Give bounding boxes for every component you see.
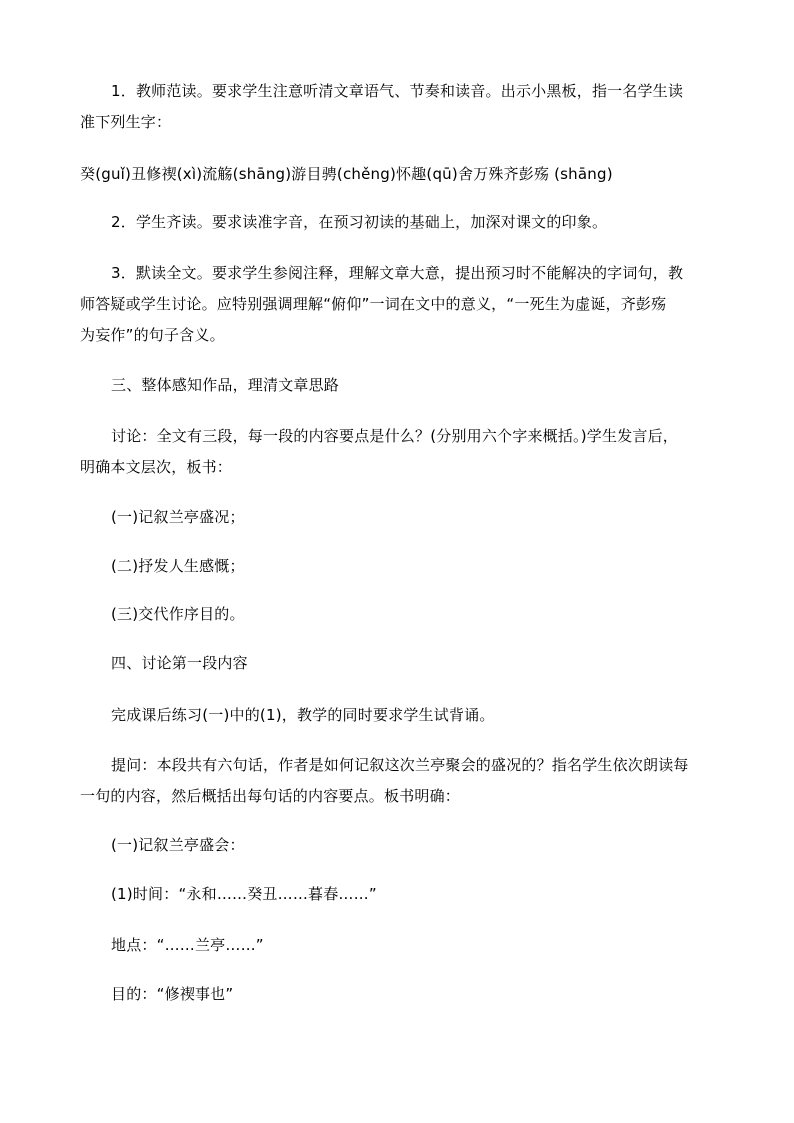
board-purpose: 目的：“修禊事也” — [111, 985, 234, 1003]
exercise-line: 完成课后练习(一)中的(1)，教学的同时要求学生试背诵。 — [111, 706, 495, 724]
paragraph-1-line-2: 准下列生字： — [80, 113, 172, 131]
outline-item-1: (一)记叙兰亭盛况； — [111, 508, 245, 526]
paragraph-1-line-1: 1．教师范读。要求学生注意听清文章语气、节奏和读音。出示小黑板，指一名学生读 — [111, 82, 684, 100]
board-place: 地点：“……兰亭……” — [111, 936, 264, 954]
pinyin-line: 癸(guǐ)丑修禊(xì)流觞(shāng)游目骋(chěng)怀趣(qū)舍万殊齐彭殇 (shāng) — [80, 165, 613, 183]
paragraph-3-line-1: 3．默读全文。要求学生参阅注释，理解文章大意，提出预习时不能解决的字词句，教 — [111, 264, 684, 282]
paragraph-3-line-3: 为妄作”的句子含义。 — [80, 326, 225, 344]
section-heading-3: 三、整体感知作品，理清文章思路 — [111, 376, 340, 394]
discussion-line-2: 明确本文层次，板书： — [80, 458, 233, 476]
board-heading: (一)记叙兰亭盛会： — [111, 836, 245, 854]
paragraph-2: 2．学生齐读。要求读准字音，在预习初读的基础上，加深对课文的印象。 — [111, 213, 608, 231]
paragraph-3-line-2: 师答疑或学生讨论。应特别强调理解“俯仰”一词在文中的意义，“一死生为虚诞，齐彭殇 — [80, 295, 667, 313]
discussion-line-1: 讨论：全文有三段，每一段的内容要点是什么？(分别用六个字来概括。)学生发言后， — [111, 427, 679, 445]
outline-item-2: (二)抒发人生感慨； — [111, 557, 245, 575]
section-heading-4: 四、讨论第一段内容 — [111, 654, 248, 672]
board-time: (1)时间：“永和……癸丑……暮春……” — [111, 885, 377, 903]
outline-item-3: (三)交代作序目的。 — [111, 605, 245, 623]
question-line-2: 一句的内容，然后概括出每句话的内容要点。板书明确： — [80, 787, 461, 805]
question-line-1: 提问：本段共有六句话，作者是如何记叙这次兰亭聚会的盛况的？指名学生依次朗读每 — [111, 756, 689, 774]
